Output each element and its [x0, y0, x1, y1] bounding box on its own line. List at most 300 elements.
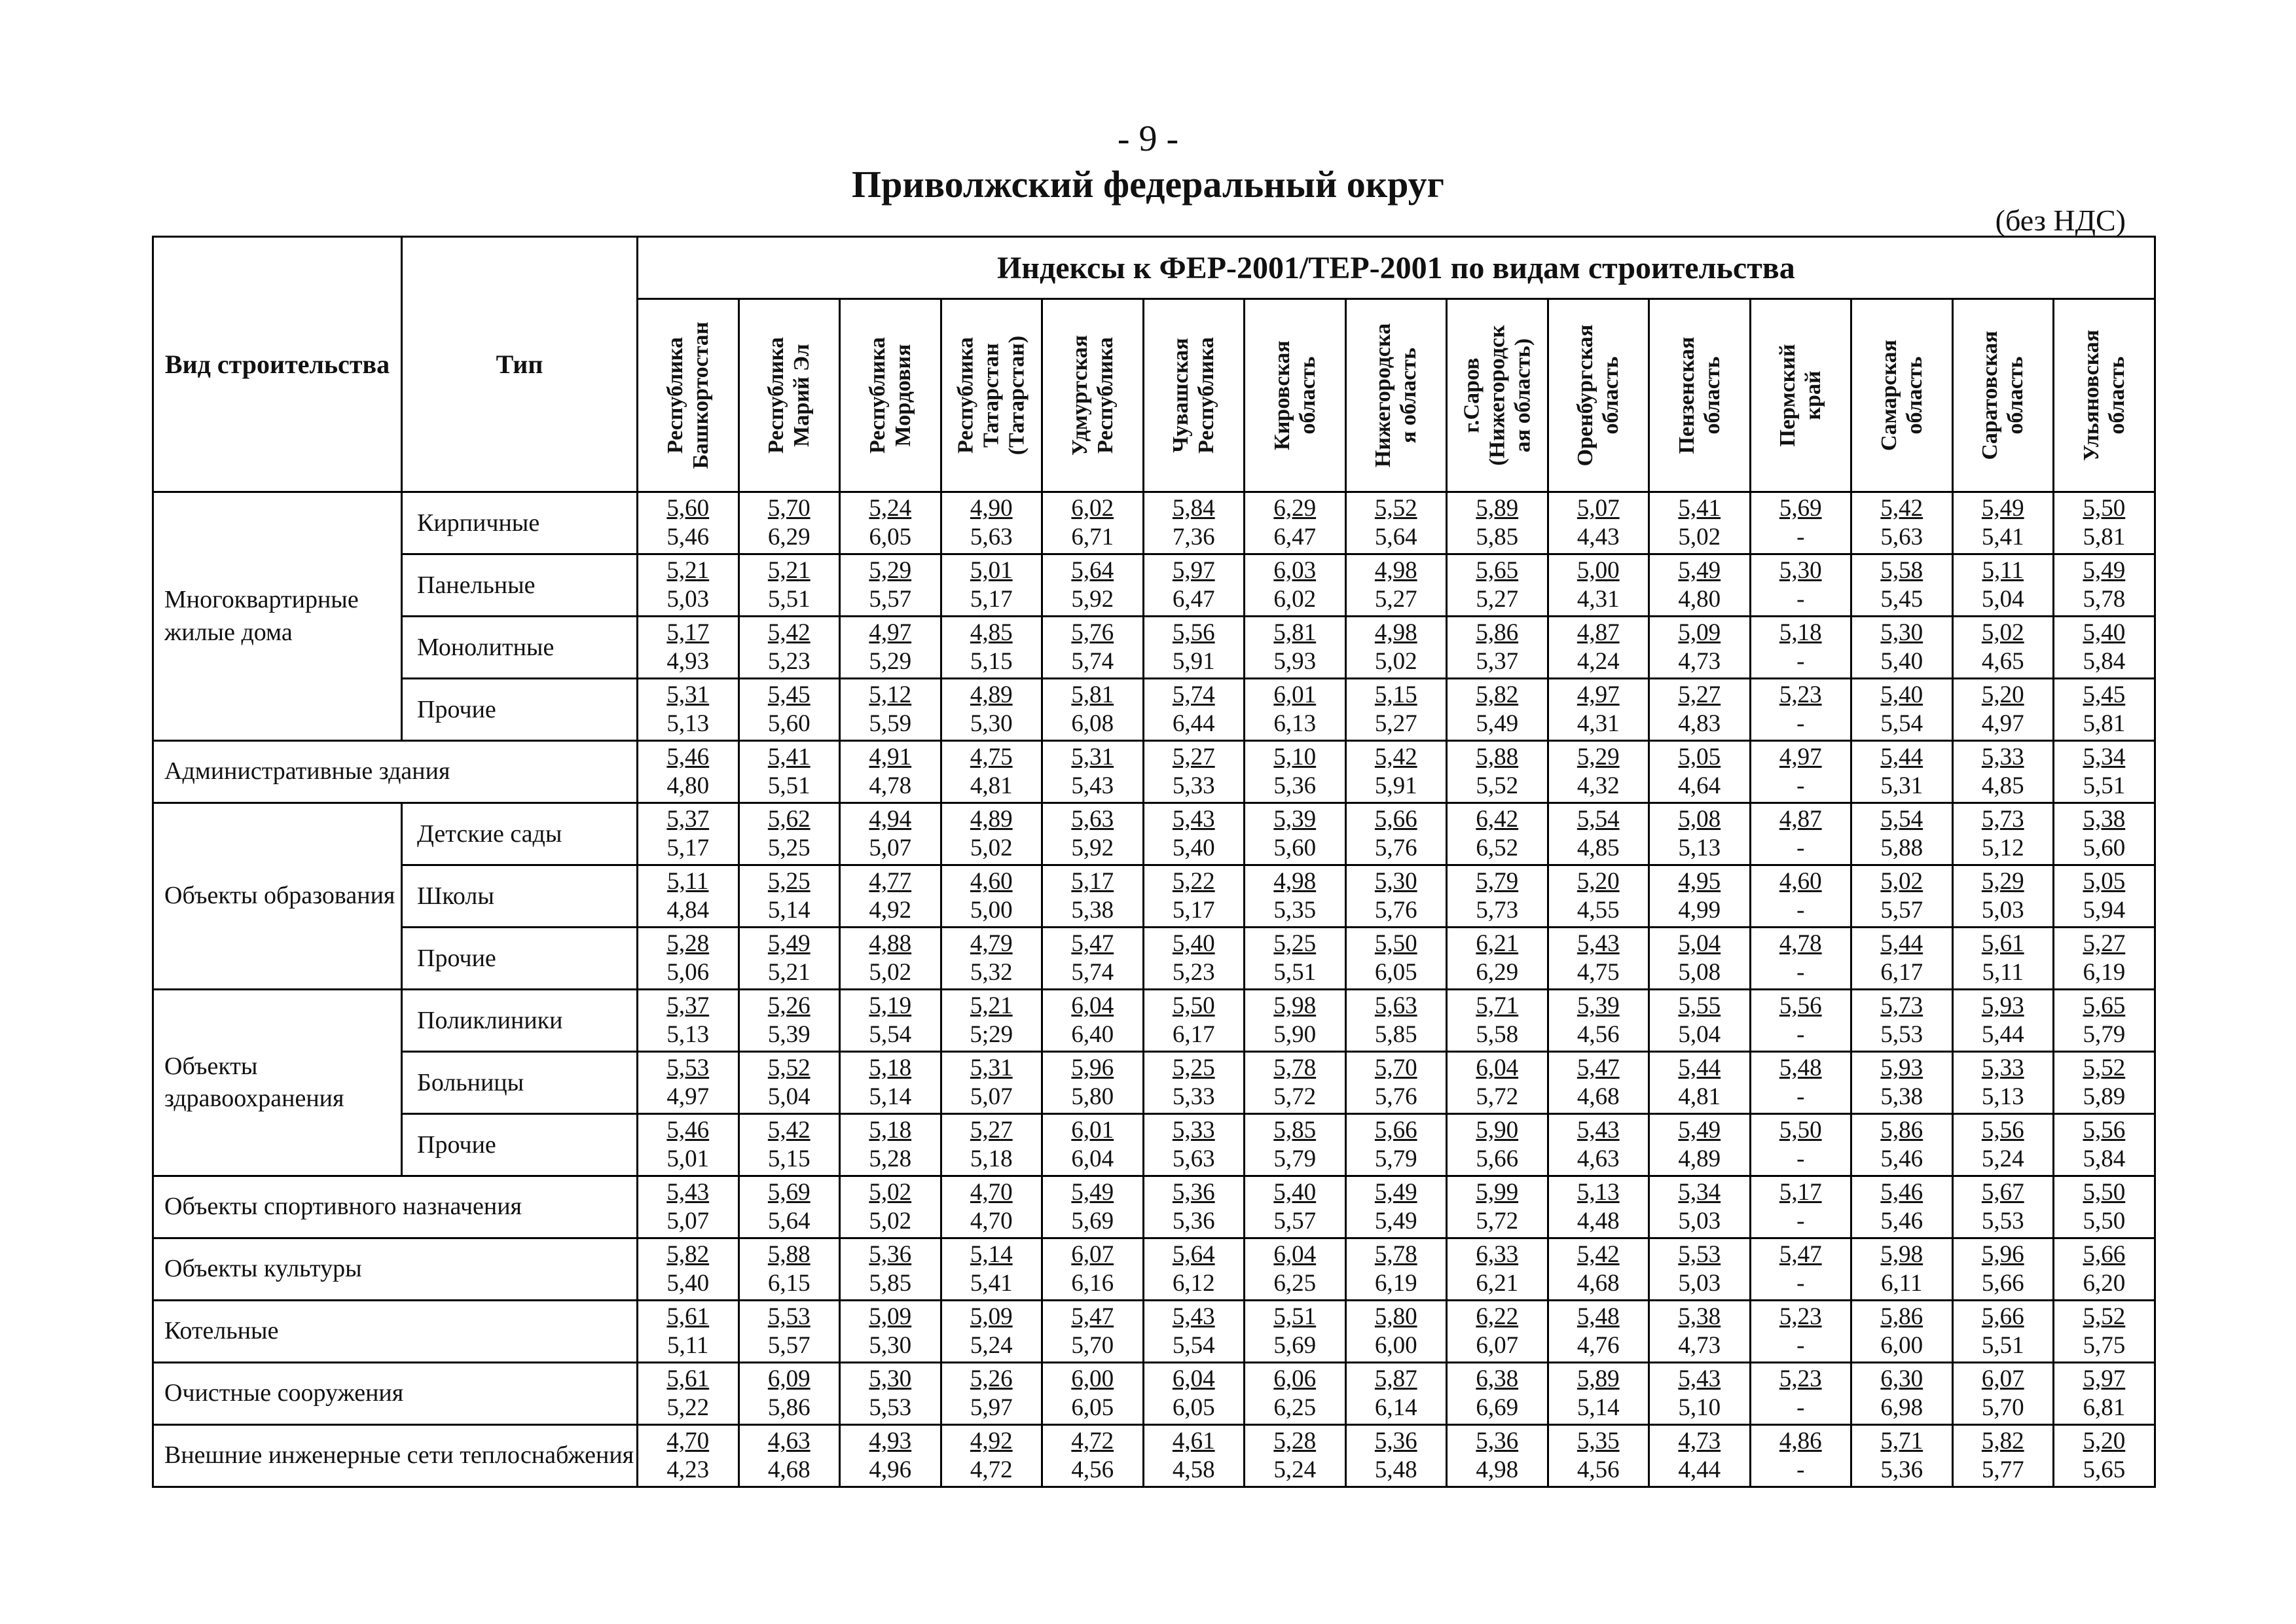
index-value-ter: 4,81: [1678, 1083, 1721, 1110]
region-header-line: Оренбургская: [1573, 324, 1598, 467]
index-value-fer: 5,46: [666, 1117, 710, 1144]
index-value-ter: 5,70: [1981, 1394, 2024, 1421]
type-cell: Кирпичные: [402, 492, 638, 554]
index-cell: [1649, 928, 1751, 990]
index-cell: [1548, 1363, 1649, 1425]
index-value-ter: 5,46: [1880, 1208, 1923, 1235]
index-cell: [1143, 928, 1245, 990]
index-value-ter: 5,51: [767, 772, 811, 799]
index-value-fer: 6,38: [1476, 1365, 1519, 1392]
index-cell: [941, 492, 1042, 554]
index-value-fer: 5,34: [2083, 744, 2126, 770]
index-value-ter: 5,03: [1678, 1208, 1721, 1235]
index-value-ter: 5,85: [1476, 524, 1519, 550]
index-cell: [840, 928, 941, 990]
index-cell: [638, 1052, 739, 1114]
index-value-fer: 5,01: [970, 557, 1013, 584]
index-value-fer: 5,54: [1576, 806, 1620, 833]
index-value-ter: 4,32: [1576, 772, 1620, 799]
index-cell: [1548, 492, 1649, 554]
index-value-ter: 5,02: [869, 959, 912, 986]
region-header-line: область: [1295, 356, 1320, 435]
index-value-fer: 5,40: [1880, 681, 1923, 708]
region-header-line: (Нижегородск: [1485, 325, 1510, 466]
index-cell: [1042, 1301, 1144, 1363]
index-value-ter: 6,16: [1071, 1270, 1114, 1297]
table-row: [153, 492, 2155, 554]
index-cell: [2054, 865, 2155, 928]
index-value-ter: 5,72: [1476, 1083, 1519, 1110]
index-value-fer: 5,19: [869, 992, 912, 1019]
index-value-fer: 4,85: [970, 619, 1013, 646]
index-cell: [1143, 741, 1245, 803]
table-row: [153, 865, 2155, 928]
index-value-fer: 5,18: [1779, 619, 1822, 646]
index-value-fer: 5,17: [1071, 868, 1114, 895]
index-cell: [1851, 990, 1953, 1052]
index-value-ter: 5,30: [970, 710, 1013, 737]
index-value-fer: 5,20: [1981, 681, 2024, 708]
index-cell: [1750, 803, 1851, 865]
index-value-ter: 5,24: [1981, 1146, 2024, 1172]
index-value-fer: 5,98: [1273, 992, 1317, 1019]
index-value-fer: 5,30: [1779, 557, 1822, 584]
index-cell: [1345, 741, 1447, 803]
index-value-fer: 5,48: [1779, 1055, 1822, 1081]
index-value-ter: 5,29: [869, 648, 912, 675]
index-value-fer: 5,51: [1273, 1303, 1317, 1330]
index-value-fer: 4,94: [869, 806, 912, 833]
index-cell: [638, 1238, 739, 1301]
index-value-fer: 5,52: [767, 1055, 811, 1081]
index-cell: [2054, 617, 2155, 679]
index-value-fer: 5,82: [666, 1241, 710, 1268]
index-value-fer: 5,53: [1678, 1241, 1721, 1268]
index-cell: [1952, 1301, 2054, 1363]
index-value-ter: 5,08: [1678, 959, 1721, 986]
index-value-fer: 5,12: [869, 681, 912, 708]
index-cell: [840, 990, 941, 1052]
index-cell: [1952, 928, 2054, 990]
index-value-fer: 5,70: [767, 495, 811, 522]
index-value-ter: 4,80: [1678, 586, 1721, 613]
index-value-ter: 5,81: [2083, 710, 2126, 737]
index-value-ter: 6,20: [2083, 1270, 2126, 1297]
index-value-fer: 5,96: [1071, 1055, 1114, 1081]
index-value-fer: 5,49: [1071, 1179, 1114, 1206]
category-cell: Объекты здравоохранения: [153, 990, 402, 1176]
index-value-ter: 4,80: [666, 772, 710, 799]
index-value-fer: 5,18: [869, 1055, 912, 1081]
index-cell: [1245, 1052, 1346, 1114]
region-header: [2054, 299, 2155, 492]
index-value-fer: 5,65: [1476, 557, 1519, 584]
index-value-ter: 5,94: [2083, 897, 2126, 924]
index-value-ter: 5,36: [1273, 772, 1317, 799]
index-value-fer: 5,21: [970, 992, 1013, 1019]
index-cell: [1952, 679, 2054, 741]
index-value-ter: -: [1796, 1332, 1805, 1359]
index-value-fer: 5,37: [666, 992, 710, 1019]
index-value-fer: 5,25: [1172, 1055, 1215, 1081]
index-value-fer: 4,61: [1172, 1428, 1215, 1454]
index-cell: [1143, 1238, 1245, 1301]
index-cell: [1042, 803, 1144, 865]
index-value-fer: 5,28: [1273, 1428, 1317, 1454]
index-value-ter: 5,13: [1981, 1083, 2024, 1110]
index-value-ter: 5,02: [970, 835, 1013, 861]
index-value-ter: 5,74: [1071, 648, 1114, 675]
region-header: [1750, 299, 1851, 492]
index-cell: [2054, 1363, 2155, 1425]
region-header-line: Самарская: [1876, 340, 1901, 451]
region-header-line: Саратовская: [1978, 331, 2003, 460]
index-value-fer: 4,97: [869, 619, 912, 646]
index-cell: [1750, 990, 1851, 1052]
index-value-ter: 4,31: [1576, 710, 1620, 737]
index-cell: [1851, 1114, 1953, 1176]
index-value-fer: 6,04: [1172, 1365, 1215, 1392]
index-value-ter: 5,41: [1981, 524, 2024, 550]
index-value-ter: 5,37: [1476, 648, 1519, 675]
index-value-ter: 5,13: [666, 1021, 710, 1048]
index-cell: [1750, 1425, 1851, 1487]
index-value-fer: 4,87: [1779, 806, 1822, 833]
index-value-fer: 5,89: [1476, 495, 1519, 522]
index-cell: [2054, 928, 2155, 990]
index-value-ter: 5,88: [1880, 835, 1923, 861]
index-cell: [738, 803, 840, 865]
index-value-ter: 6,05: [1071, 1394, 1114, 1421]
index-cell: [1447, 492, 1548, 554]
index-value-ter: 5,17: [666, 835, 710, 861]
index-value-fer: 5,40: [2083, 619, 2126, 646]
index-value-fer: 5,56: [1172, 619, 1215, 646]
index-value-ter: 6,05: [1374, 959, 1417, 986]
index-cell: [1447, 928, 1548, 990]
index-value-fer: 5,78: [1273, 1055, 1317, 1081]
index-value-ter: -: [1796, 1208, 1805, 1235]
index-value-fer: 5,73: [1880, 992, 1923, 1019]
index-value-ter: -: [1796, 1083, 1805, 1110]
index-cell: [1042, 679, 1144, 741]
index-value-ter: 5,40: [1172, 835, 1215, 861]
index-value-fer: 5,50: [1172, 992, 1215, 1019]
index-cell: [1042, 1176, 1144, 1238]
header-category: Вид строительства: [153, 237, 402, 492]
index-value-fer: 5,20: [2083, 1428, 2126, 1454]
index-value-fer: 5,50: [1374, 930, 1417, 957]
index-value-ter: -: [1796, 1456, 1805, 1483]
index-value-fer: 4,60: [1779, 868, 1822, 895]
index-cell: [1750, 1114, 1851, 1176]
index-value-fer: 5,47: [1071, 1303, 1114, 1330]
index-cell: [1649, 1425, 1751, 1487]
index-value-fer: 4,91: [869, 744, 912, 770]
index-value-fer: 5,50: [2083, 495, 2126, 522]
index-cell: [2054, 1052, 2155, 1114]
index-value-ter: 5,49: [1476, 710, 1519, 737]
header-group: Индексы к ФЕР-2001/ТЕР-2001 по видам строительства: [638, 237, 2155, 299]
index-value-ter: 4,68: [767, 1456, 811, 1483]
category-cell: Объекты образования: [153, 803, 402, 990]
index-value-ter: 4,68: [1576, 1083, 1620, 1110]
index-cell: [1952, 1363, 2054, 1425]
index-value-ter: 5,07: [666, 1208, 710, 1235]
index-cell: [1851, 492, 1953, 554]
index-value-fer: 5,74: [1172, 681, 1215, 708]
index-value-fer: 5,42: [1374, 744, 1417, 770]
index-value-ter: 5,24: [1273, 1456, 1317, 1483]
index-cell: [638, 679, 739, 741]
index-value-fer: 5,21: [767, 557, 811, 584]
index-cell: [1952, 1052, 2054, 1114]
index-cell: [1649, 554, 1751, 617]
table-row: [153, 1052, 2155, 1114]
index-value-ter: 5,14: [1576, 1394, 1620, 1421]
index-value-ter: 5,07: [970, 1083, 1013, 1110]
index-value-ter: 5,54: [1880, 710, 1923, 737]
index-value-fer: 5,49: [1374, 1179, 1417, 1206]
index-value-fer: 5,49: [1981, 495, 2024, 522]
index-cell: [1345, 1052, 1447, 1114]
index-value-ter: 4,99: [1678, 897, 1721, 924]
index-value-ter: 4,44: [1678, 1456, 1721, 1483]
region-header-line: Кировская: [1269, 340, 1294, 450]
type-cell: Детские сады: [402, 803, 638, 865]
index-cell: [738, 1301, 840, 1363]
index-value-fer: 5,36: [1374, 1428, 1417, 1454]
index-cell: [1345, 1176, 1447, 1238]
index-value-fer: 5,45: [2083, 681, 2126, 708]
index-value-ter: 5,24: [970, 1332, 1013, 1359]
index-value-fer: 4,72: [1071, 1428, 1114, 1454]
index-cell: [1851, 741, 1953, 803]
region-header: [1042, 299, 1144, 492]
index-cell: [1750, 617, 1851, 679]
index-cell: [1245, 990, 1346, 1052]
index-value-ter: 4,73: [1678, 648, 1721, 675]
index-cell: [1548, 741, 1649, 803]
index-cell: [1345, 865, 1447, 928]
index-cell: [1345, 1425, 1447, 1487]
index-value-fer: 5,45: [767, 681, 811, 708]
index-value-ter: 6,05: [1172, 1394, 1215, 1421]
index-value-ter: 5,80: [1071, 1083, 1114, 1110]
index-value-fer: 5,14: [970, 1241, 1013, 1268]
index-value-fer: 5,02: [1981, 619, 2024, 646]
index-cell: [1952, 554, 2054, 617]
index-value-ter: 5,84: [2083, 648, 2126, 675]
index-cell: [1750, 741, 1851, 803]
index-value-fer: 4,70: [666, 1428, 710, 1454]
index-cell: [941, 1425, 1042, 1487]
region-header-line: Татарстан: [979, 343, 1004, 448]
index-value-fer: 5,87: [1374, 1365, 1417, 1392]
index-cell: [1851, 679, 1953, 741]
table-row: [153, 617, 2155, 679]
index-cell: [1851, 803, 1953, 865]
index-value-ter: 4,96: [869, 1456, 912, 1483]
index-value-fer: 5,63: [1071, 806, 1114, 833]
index-cell: [1447, 1238, 1548, 1301]
index-value-ter: 6,08: [1071, 710, 1114, 737]
index-value-fer: 5,20: [1576, 868, 1620, 895]
index-cell: [1143, 1114, 1245, 1176]
index-value-ter: 5,77: [1981, 1456, 2024, 1483]
index-value-fer: 5,46: [1880, 1179, 1923, 1206]
index-value-fer: 5,66: [1374, 806, 1417, 833]
region-header: [638, 299, 739, 492]
index-cell: [840, 803, 941, 865]
index-value-fer: 5,66: [1374, 1117, 1417, 1144]
index-value-ter: 5,66: [1476, 1146, 1519, 1172]
index-value-fer: 5,86: [1476, 619, 1519, 646]
index-value-fer: 5,44: [1880, 930, 1923, 957]
index-value-fer: 5,42: [767, 619, 811, 646]
table-row: [153, 1114, 2155, 1176]
index-cell: [1548, 1425, 1649, 1487]
index-value-ter: 5,59: [869, 710, 912, 737]
index-value-ter: 5,27: [1374, 710, 1417, 737]
index-value-ter: -: [1796, 586, 1805, 613]
index-cell: [1447, 1425, 1548, 1487]
index-cell: [738, 1363, 840, 1425]
index-cell: [1345, 803, 1447, 865]
index-cell: [738, 865, 840, 928]
index-value-fer: 4,98: [1374, 557, 1417, 584]
index-cell: [1042, 1238, 1144, 1301]
index-value-ter: 4,56: [1576, 1021, 1620, 1048]
index-cell: [1952, 741, 2054, 803]
index-cell: [638, 990, 739, 1052]
index-cell: [1649, 990, 1751, 1052]
index-cell: [1447, 990, 1548, 1052]
index-cell: [638, 1176, 739, 1238]
index-value-fer: 4,88: [869, 930, 912, 957]
index-value-fer: 5,30: [1880, 619, 1923, 646]
region-header-line: область: [2104, 356, 2129, 435]
index-cell: [1245, 803, 1346, 865]
index-value-ter: 5,45: [1880, 586, 1923, 613]
index-cell: [1447, 865, 1548, 928]
index-value-ter: 4,70: [970, 1208, 1013, 1235]
index-value-fer: 5,79: [1476, 868, 1519, 895]
index-cell: [1952, 1425, 2054, 1487]
index-value-ter: 6,07: [1476, 1332, 1519, 1359]
index-value-ter: 5,40: [1880, 648, 1923, 675]
index-value-fer: 5,23: [1779, 681, 1822, 708]
index-value-fer: 6,42: [1476, 806, 1519, 833]
index-value-ter: 5,15: [767, 1146, 811, 1172]
index-value-fer: 6,22: [1476, 1303, 1519, 1330]
index-value-fer: 5,93: [1981, 992, 2024, 1019]
index-cell: [1245, 554, 1346, 617]
index-value-fer: 5,17: [666, 619, 710, 646]
index-cell: [1447, 1301, 1548, 1363]
index-value-fer: 5,27: [2083, 930, 2126, 957]
category-cell: Административные здания: [153, 741, 638, 803]
index-value-ter: 5,33: [1172, 772, 1215, 799]
index-value-ter: 6,47: [1172, 586, 1215, 613]
index-cell: [638, 617, 739, 679]
index-value-fer: 5,38: [2083, 806, 2126, 833]
index-value-ter: 5,66: [1981, 1270, 2024, 1297]
index-value-fer: 5,07: [1576, 495, 1620, 522]
index-value-ter: 4,24: [1576, 648, 1620, 675]
index-cell: [1851, 865, 1953, 928]
index-value-ter: 5,02: [1678, 524, 1721, 550]
index-value-ter: 5,74: [1071, 959, 1114, 986]
index-value-fer: 5,25: [767, 868, 811, 895]
index-cell: [738, 617, 840, 679]
index-value-fer: 5,13: [1576, 1179, 1620, 1206]
index-value-ter: 6,02: [1273, 586, 1317, 613]
index-value-ter: 5,04: [1678, 1021, 1721, 1048]
index-cell: [1750, 1301, 1851, 1363]
index-value-ter: 4,56: [1576, 1456, 1620, 1483]
index-cell: [1952, 1238, 2054, 1301]
index-value-fer: 5,64: [1071, 557, 1114, 584]
index-value-ter: 4,31: [1576, 586, 1620, 613]
index-cell: [941, 1176, 1042, 1238]
index-cell: [738, 1052, 840, 1114]
index-value-fer: 5,33: [1172, 1117, 1215, 1144]
index-value-ter: 4,64: [1678, 772, 1721, 799]
index-cell: [738, 1425, 840, 1487]
index-cell: [2054, 1301, 2155, 1363]
index-value-fer: 5,11: [1982, 557, 2024, 584]
index-cell: [1750, 1238, 1851, 1301]
index-value-ter: 6,00: [1374, 1332, 1417, 1359]
index-value-ter: 5,17: [970, 586, 1013, 613]
index-value-ter: 5,18: [970, 1146, 1013, 1172]
index-value-fer: 6,06: [1273, 1365, 1317, 1392]
index-cell: [1245, 492, 1346, 554]
index-value-fer: 5,31: [970, 1055, 1013, 1081]
index-cell: [1952, 617, 2054, 679]
index-value-ter: 5,91: [1172, 648, 1215, 675]
index-cell: [1952, 865, 2054, 928]
index-value-fer: 5,26: [767, 992, 811, 1019]
index-value-fer: 5,33: [1981, 744, 2024, 770]
region-header-line: (Татарстан): [1004, 335, 1029, 456]
index-cell: [941, 617, 1042, 679]
index-cell: [1245, 1176, 1346, 1238]
table-row: [153, 1301, 2155, 1363]
index-value-ter: 5,30: [869, 1332, 912, 1359]
index-value-ter: 5,35: [1273, 897, 1317, 924]
index-value-ter: -: [1796, 1394, 1805, 1421]
index-value-fer: 5,34: [1678, 1179, 1721, 1206]
index-cell: [1851, 1363, 1953, 1425]
index-value-ter: 5,52: [1476, 772, 1519, 799]
index-value-ter: 5,04: [1981, 586, 2024, 613]
index-cell: [1750, 928, 1851, 990]
index-value-fer: 4,79: [970, 930, 1013, 957]
index-value-ter: 5,60: [2083, 835, 2126, 861]
index-value-fer: 5,65: [2083, 992, 2126, 1019]
index-value-fer: 5,29: [1576, 744, 1620, 770]
index-cell: [1649, 741, 1751, 803]
index-value-fer: 5,40: [1172, 930, 1215, 957]
index-cell: [638, 741, 739, 803]
index-cell: [1447, 803, 1548, 865]
index-value-ter: 5,04: [767, 1083, 811, 1110]
index-value-ter: 5,73: [1476, 897, 1519, 924]
index-value-fer: 5,30: [1374, 868, 1417, 895]
index-value-fer: 6,04: [1071, 992, 1114, 1019]
